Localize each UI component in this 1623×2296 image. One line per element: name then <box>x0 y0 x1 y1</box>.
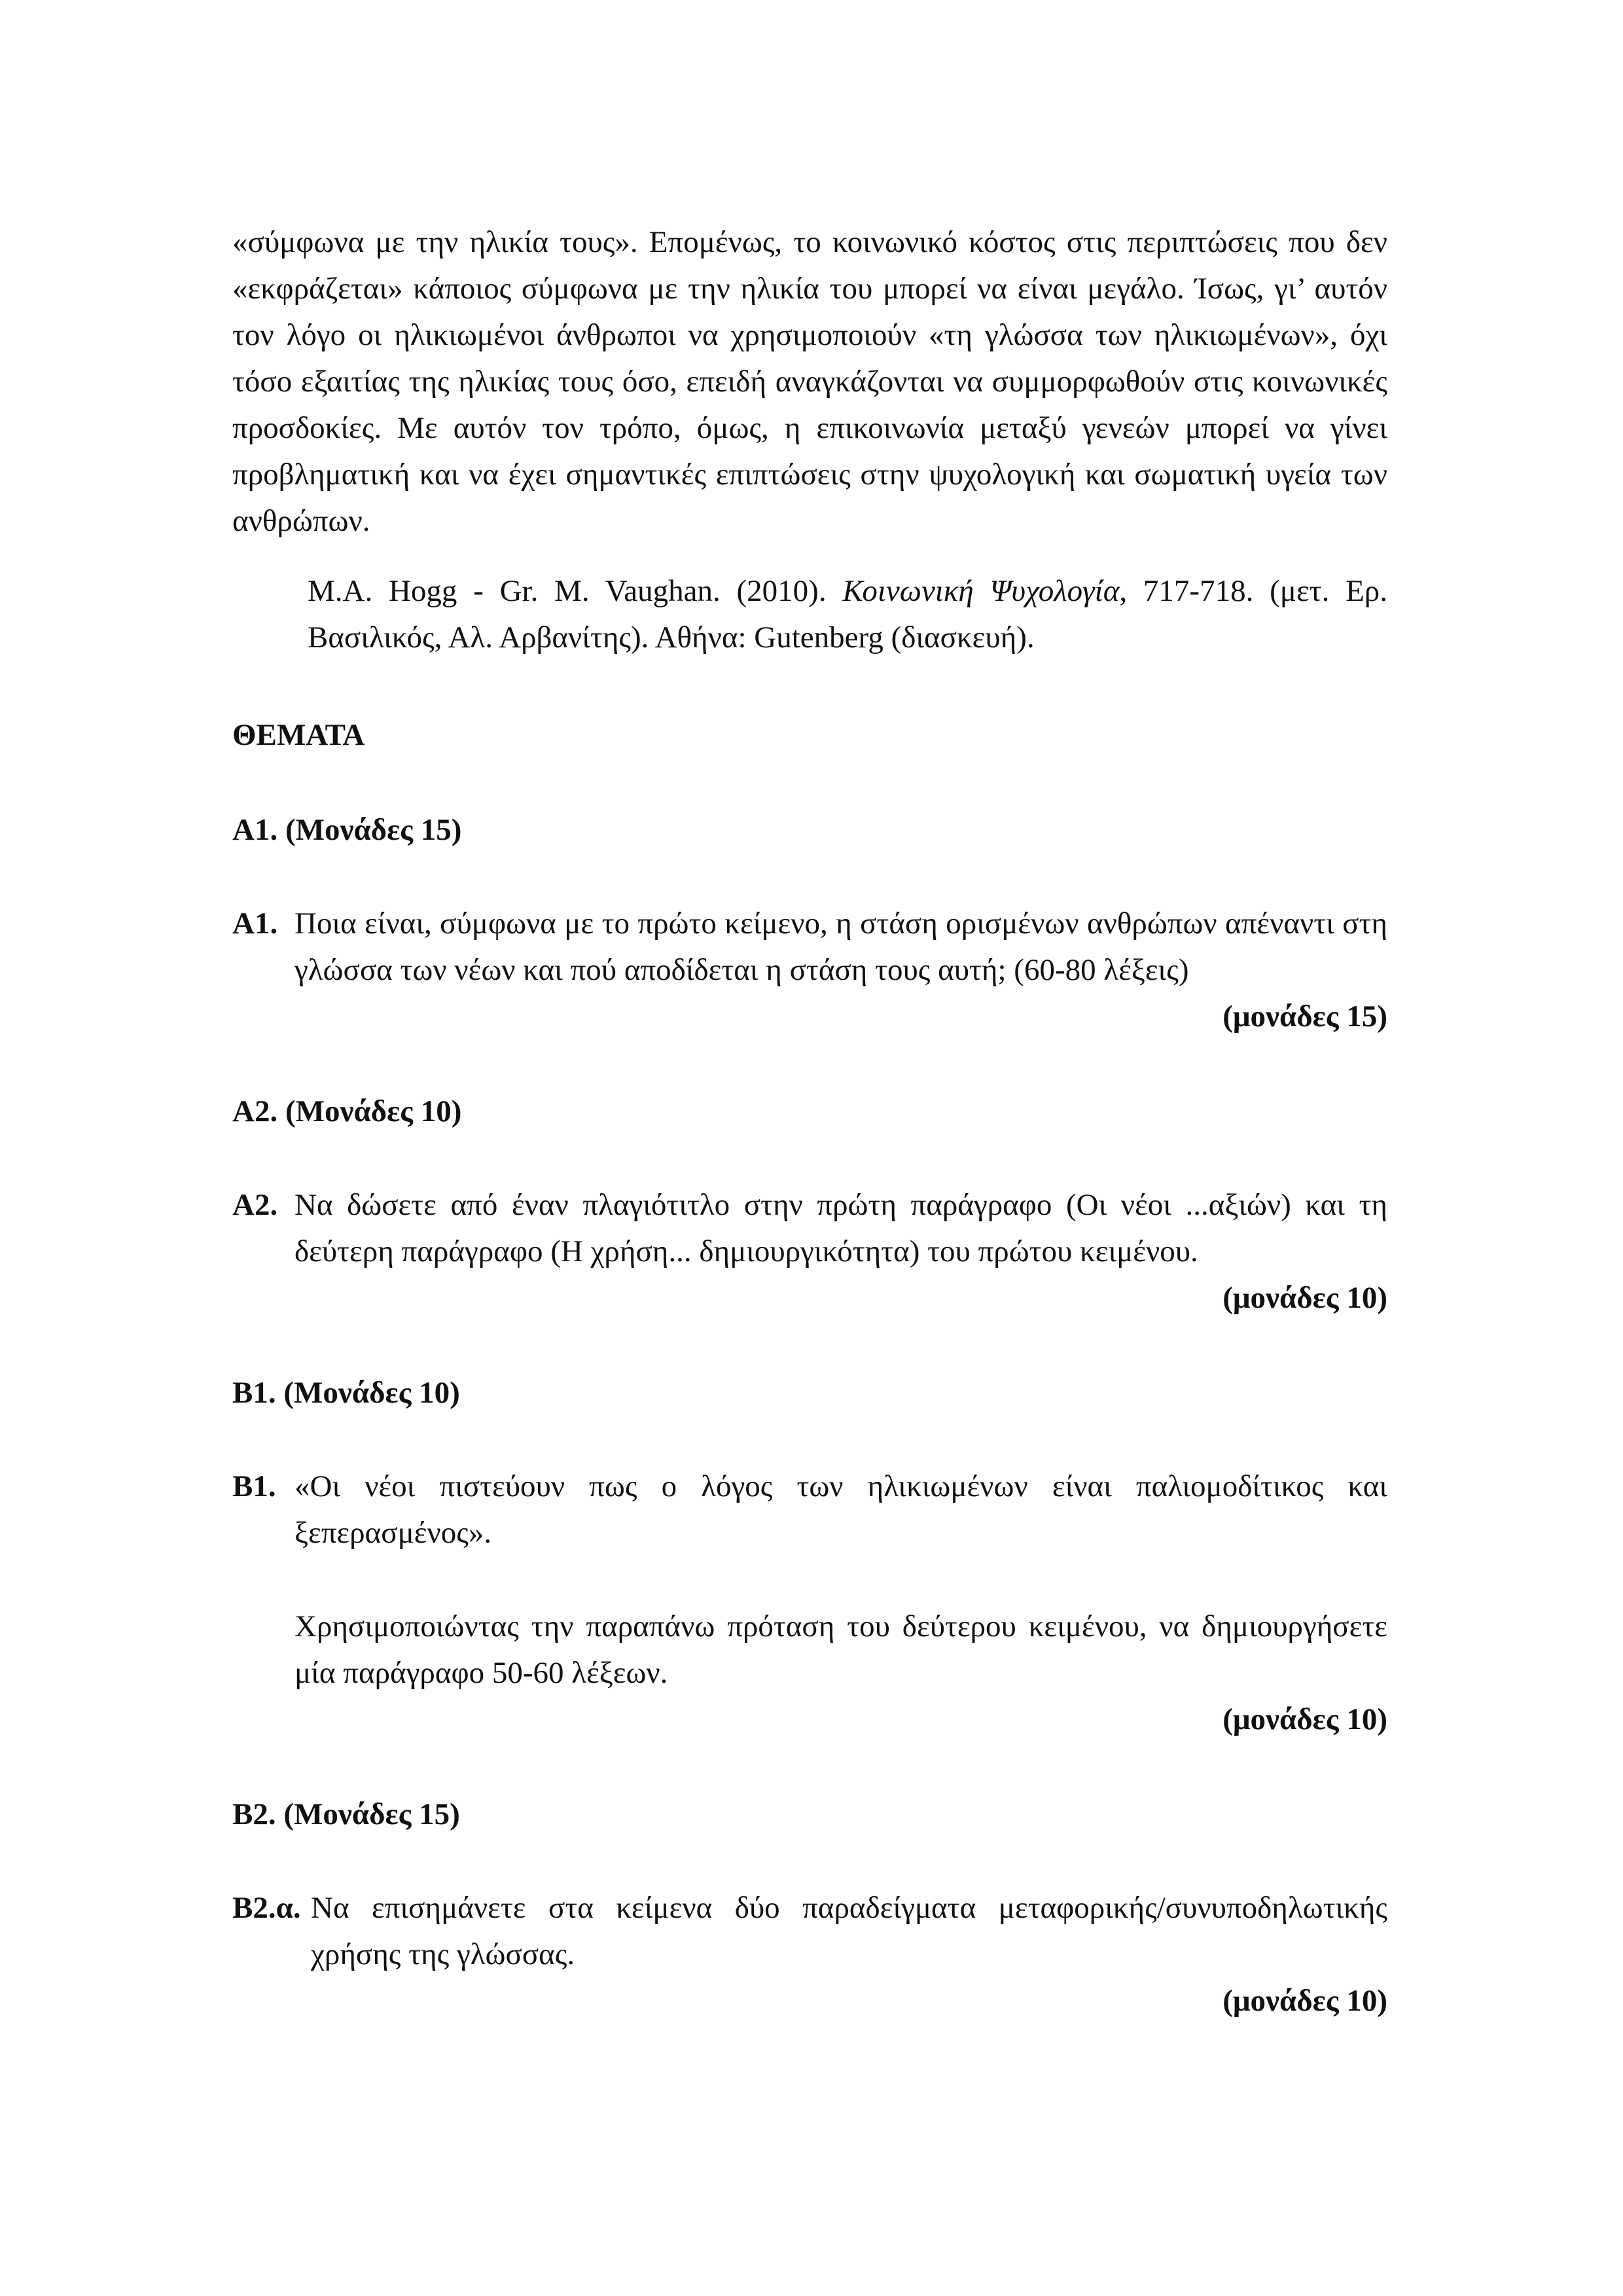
question-label-b2a: Β2.α. <box>232 1891 301 1925</box>
question-label-b1: Β1. <box>232 1469 276 1503</box>
page-content <box>232 219 1387 2024</box>
section-heading-a2: Α2. (Μονάδες 10) <box>232 1094 462 1128</box>
question-b1 <box>232 1463 1387 1696</box>
section-heading-a1: Α1. (Μονάδες 15) <box>232 813 462 847</box>
intro-paragraph: «σύμφωνα με την ηλικία τους». Επομένως, το κοινωνικό κόστος στις περιπτώσεις που δεν «εκφράζεται» κάποιος σύμφωνα με την ηλικία του μπορεί να είναι μεγάλο. Ίσως, γι’ αυτόν τον λόγο οι ηλικιωμένοι άνθρωποι να χρησιμοποιούν «τη γλώσσα των ηλικιωμένων», όχι τόσο εξαιτίας της ηλικίας τους όσο, επειδή αναγκάζονται να συμμορφωθούν στις κοινωνικές προσδοκίες. Με αυτόν τον τρόπο, όμως, η επικοινωνία μεταξύ γενεών μπορεί να γίνει προβληματική και να έχει σημαντικές επιπτώσεις στην ψυχολογική και σωματική υγεία των ανθρώπων. <box>232 225 1387 538</box>
marks-a1: (μονάδες 15) <box>1222 999 1387 1033</box>
section-heading-b2: Β2. (Μονάδες 15) <box>232 1797 460 1831</box>
question-text-b1: Χρησιμοποιώντας την παραπάνω πρόταση του δεύτερου κειμένου, να δημιουργήσετε μία παράγραφο 50-60 λέξεων. <box>294 1609 1387 1690</box>
marks-b1: (μονάδες 10) <box>1222 1702 1387 1736</box>
themata-heading: ΘΕΜΑΤΑ <box>232 718 365 752</box>
marks-b2a: (μονάδες 10) <box>1222 1984 1387 2018</box>
citation-details: , 717-718. (μετ. Ερ. Βασιλικός, Αλ. Αρβανίτης). Αθήνα: Gutenberg (διασκευή). <box>308 574 1387 655</box>
question-a1 <box>232 901 1387 994</box>
question-quote-b1: «Οι νέοι πιστεύουν πως ο λόγος των ηλικιωμένων είναι παλιομοδίτικος και ξεπερασμένος». <box>294 1469 1387 1550</box>
citation-book-title: Κοινωνική Ψυχολογία <box>842 574 1120 608</box>
question-label-a2: Α2. <box>232 1188 278 1222</box>
source-citation <box>232 568 1387 661</box>
marks-a2: (μονάδες 10) <box>1222 1281 1387 1315</box>
citation-authors: M.A. Hogg - Gr. M. Vaughan. (2010). <box>308 574 843 608</box>
section-heading-b1: Β1. (Μονάδες 10) <box>232 1376 460 1410</box>
question-b2a <box>232 1885 1387 1978</box>
question-label-a1: Α1. <box>232 906 278 941</box>
question-text-b2a: Να επισημάνετε στα κείμενα δύο παραδείγματα μεταφορικής/συνυποδηλωτικής χρήσης της γλώσσας. <box>311 1891 1387 1971</box>
question-a2 <box>232 1182 1387 1275</box>
question-text-a1: Ποια είναι, σύμφωνα με το πρώτο κείμενο, η στάση ορισμένων ανθρώπων απέναντι στη γλώσσα των νέων και πού αποδίδεται η στάση τους αυτή; (60-80 λέξεις) <box>294 906 1387 987</box>
question-text-a2: Να δώσετε από έναν πλαγιότιτλο στην πρώτη παράγραφο (Οι νέοι ...αξιών) και τη δεύτερη παράγραφο (Η χρήση... δημιουργικότητα) του πρώτου κειμένου. <box>294 1188 1387 1268</box>
